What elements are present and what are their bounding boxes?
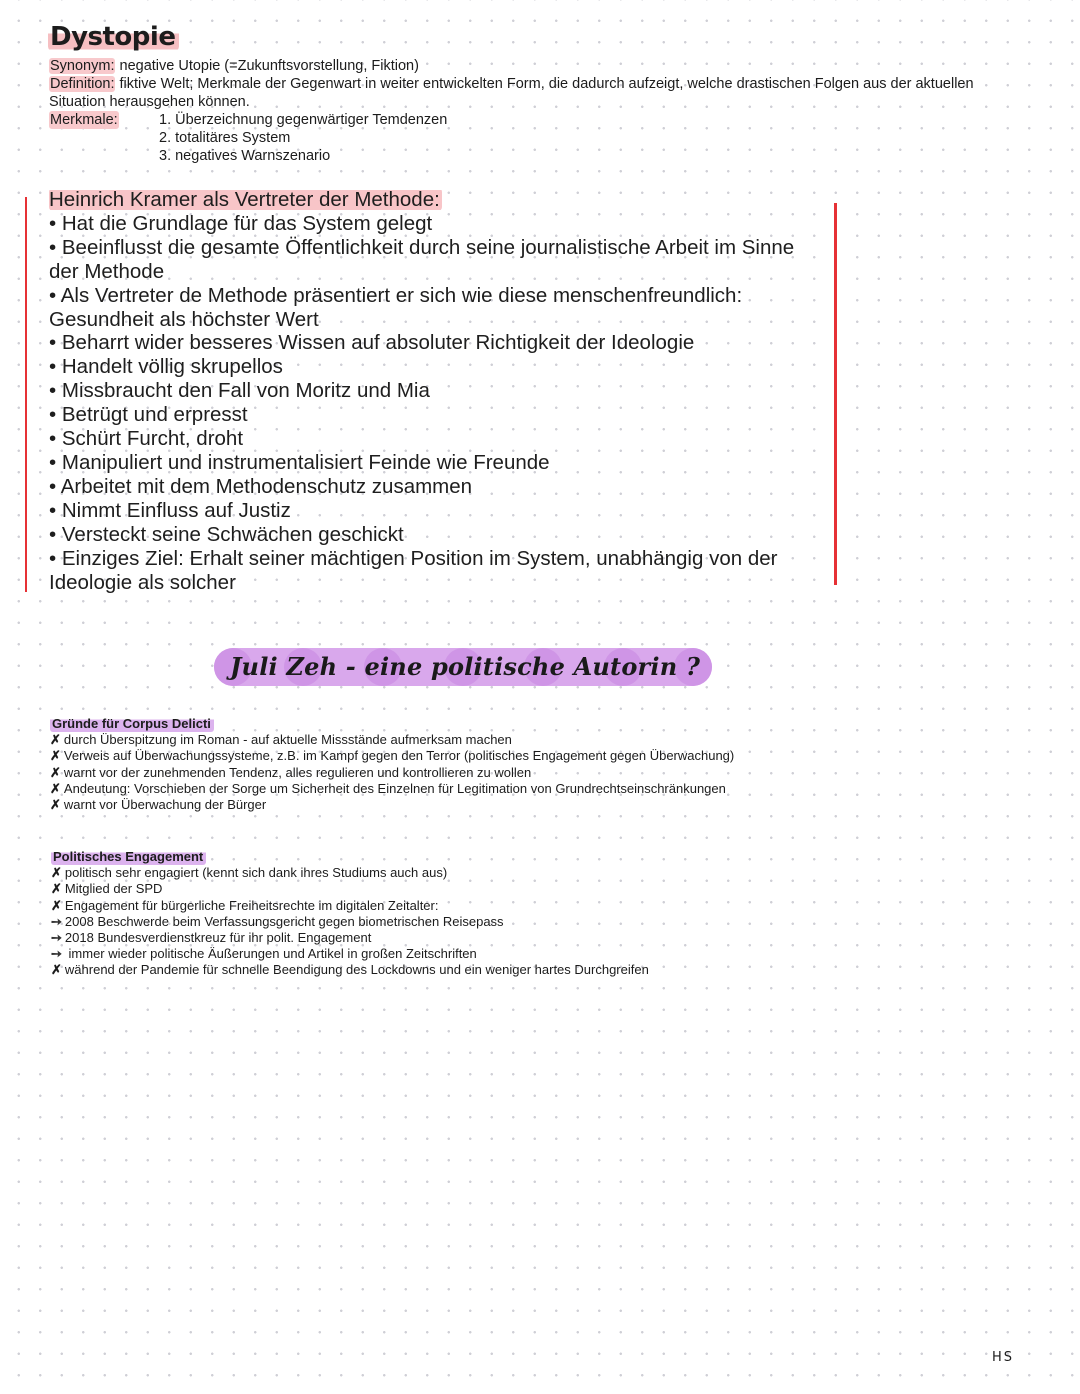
list-item-text: Verweis auf Überwachungssysteme, z.B. im Kampf gegen den Terror (politisches Engagement gegen Überwachung) [63, 748, 735, 764]
cross-mark-icon: ✗ [50, 797, 61, 813]
merkmal-item: 2. totalitäres System [159, 130, 291, 146]
list-item [51, 962, 649, 978]
kramer-point: • Als Vertreter de Methode präsentiert er sich wie diese menschenfreundlich: Gesundheit als höchster Wert [49, 283, 743, 331]
list-item [51, 865, 649, 881]
arrow-right-icon: ➙ [51, 930, 61, 946]
list-item-text: warnt vor der zunehmenden Tendenz, alles regulieren und kontrollieren zu wollen [63, 764, 532, 780]
gruende-title: Gründe für Corpus Delicti [50, 716, 214, 732]
kramer-point: • Schürt Furcht, droht [49, 427, 244, 451]
list-item-text: politisch sehr engagiert (kennt sich dank ihres Studiums auch aus) [64, 865, 448, 881]
list-item [50, 765, 734, 781]
list-item [50, 732, 734, 748]
gruende-section [50, 716, 734, 813]
definition-line [49, 75, 1009, 111]
kramer-point: • Betrügt und erpresst [49, 403, 248, 427]
list-item [50, 797, 734, 813]
dystopie-definition-block [49, 57, 1009, 165]
juli-zeh-heading [214, 646, 714, 688]
merkmale-label: Merkmale: [50, 112, 118, 128]
kramer-point: • Einziges Ziel: Erhalt seiner mächtigen Position im System, unabhängig von der Ideologie als solcher [49, 546, 778, 594]
cross-mark-icon: ✗ [51, 962, 62, 978]
kramer-point: • Missbraucht den Fall von Moritz und Mia [49, 379, 430, 403]
definition-text: fiktive Welt; Merkmale der Gegenwart in weiter entwickelten Form, die dadurch aufzeigt, welche drastischen Folgen aus der aktuellen Situation herausgehen können. [49, 76, 974, 110]
kramer-point: • Beeinflusst die gesamte Öffentlichkeit durch seine journalistische Arbeit im Sinne der Methode [49, 235, 795, 283]
juli-zeh-heading-text: Juli Zeh - eine politische Autorin ? [230, 652, 701, 681]
synonym-label: Synonym: [50, 58, 115, 74]
list-item-text: Engagement für bürgerliche Freiheitsrechte im digitalen Zeitalter: [64, 897, 439, 913]
merkmale-row [49, 147, 1009, 165]
red-margin-line-left [25, 197, 27, 592]
synonym-line [49, 57, 1009, 75]
cross-mark-icon: ✗ [51, 865, 62, 881]
list-item-text: Mitglied der SPD [64, 881, 163, 897]
engagement-section [51, 849, 649, 979]
list-item-text: 2018 Bundesverdienstkreuz für ihr polit. Engagement [64, 930, 372, 946]
author-initials: HS [992, 1350, 1015, 1365]
cross-mark-icon: ✗ [51, 897, 62, 913]
list-item [50, 781, 734, 797]
red-margin-line-right [834, 203, 837, 585]
arrow-right-icon: ➙ [51, 913, 61, 929]
kramer-section [49, 188, 824, 594]
merkmal-item: 3. negatives Warnszenario [159, 148, 331, 164]
list-item-text: während der Pandemie für schnelle Beendigung des Lockdowns und ein weniger hartes Durchgreifen [64, 962, 649, 978]
merkmal-item: 1. Überzeichnung gegenwärtiger Temdenzen [159, 112, 448, 128]
list-item [51, 930, 649, 946]
cross-mark-icon: ✗ [50, 748, 61, 764]
kramer-point: • Nimmt Einfluss auf Justiz [49, 498, 291, 522]
list-item-text: 2008 Beschwerde beim Verfassungsgericht gegen biometrischen Reisepass [64, 913, 504, 929]
kramer-point: • Arbeitet mit dem Methodenschutz zusammen [49, 474, 473, 498]
kramer-point: • Beharrt wider besseres Wissen auf absoluter Richtigkeit der Ideologie [49, 331, 695, 355]
cross-mark-icon: ✗ [51, 881, 62, 897]
kramer-point: • Handelt völlig skrupellos [49, 355, 283, 379]
definition-label: Definition: [50, 76, 115, 92]
list-item-text: warnt vor Überwachung der Bürger [63, 797, 267, 813]
engagement-title: Politisches Engagement [51, 849, 206, 865]
kramer-point: • Hat die Grundlage für das System gelegt [49, 211, 433, 235]
kramer-point: • Versteckt seine Schwächen geschickt [49, 522, 404, 546]
list-item-text: Andeutung: Vorschieben der Sorge um Sicherheit des Einzelnen für Legitimation von Grundrechtseinschränkungen [63, 780, 726, 796]
merkmale-row [49, 129, 1009, 147]
list-item-text: durch Überspitzung im Roman - auf aktuelle Missstände aufmerksam machen [63, 732, 512, 748]
kramer-point: • Manipuliert und instrumentalisiert Feinde wie Freunde [49, 450, 550, 474]
list-item [51, 881, 649, 897]
page-title-dystopie: Dystopie [48, 22, 179, 52]
cross-mark-icon: ✗ [50, 732, 61, 748]
synonym-text: negative Utopie (=Zukunftsvorstellung, Fiktion) [115, 58, 419, 74]
list-item [51, 914, 649, 930]
cross-mark-icon: ✗ [50, 764, 61, 780]
list-item [50, 748, 734, 764]
list-item [51, 946, 649, 962]
list-item [51, 898, 649, 914]
kramer-title: Heinrich Kramer als Vertreter der Methode: [49, 188, 440, 211]
cross-mark-icon: ✗ [50, 780, 61, 796]
arrow-right-icon: ➙ [51, 946, 61, 962]
merkmale-row [49, 111, 1009, 129]
list-item-text: immer wieder politische Äußerungen und Artikel in großen Zeitschriften [64, 946, 477, 962]
